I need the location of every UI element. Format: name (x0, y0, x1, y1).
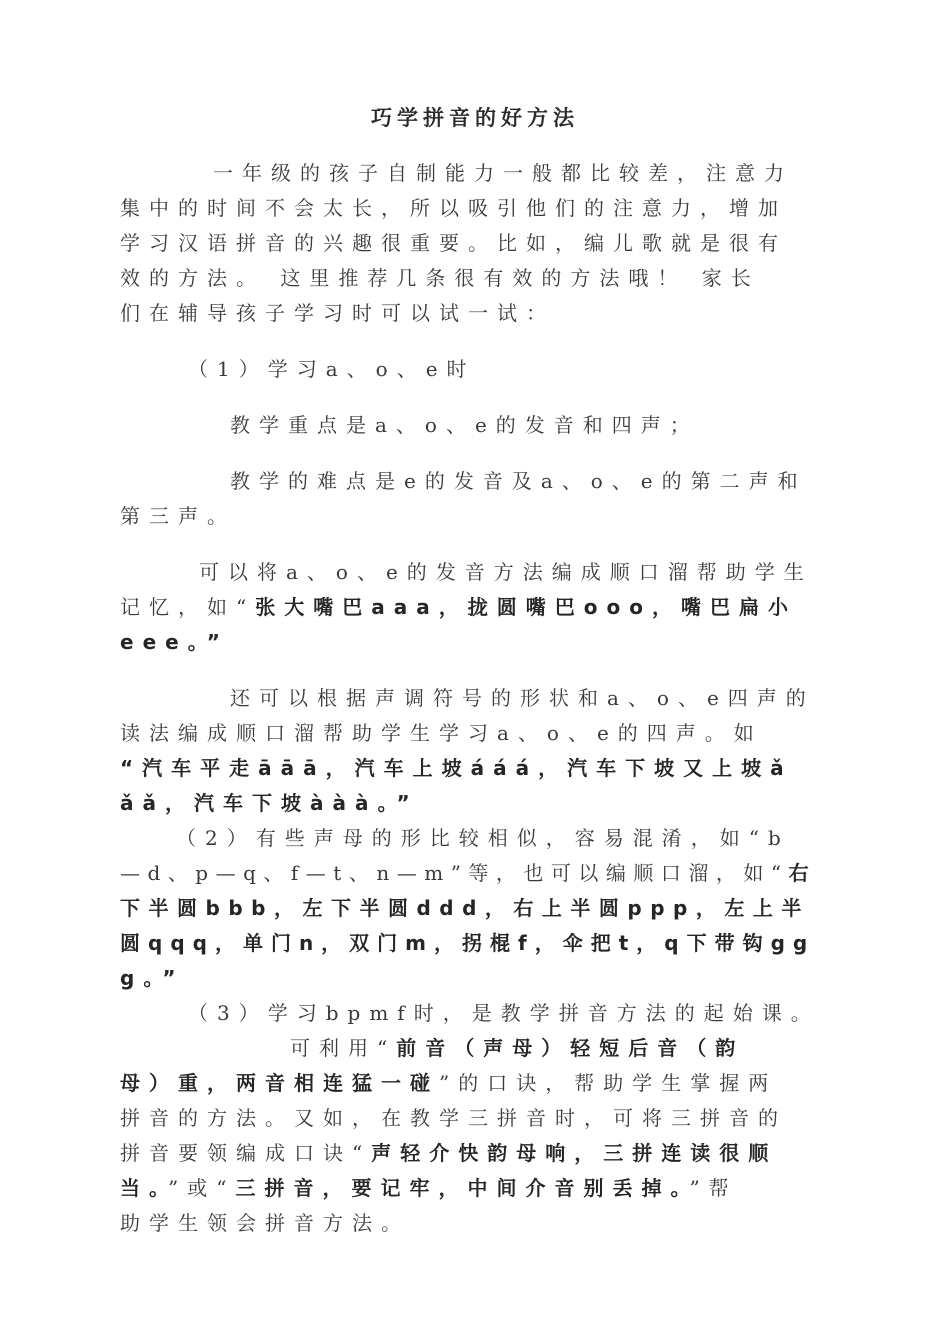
rhyme-text: 右 (788, 861, 817, 885)
section-heading-1: （1）学习a、o、e时 (188, 357, 476, 381)
paragraph-line (120, 789, 419, 817)
rhyme-text: 前音（声母）轻短后音（韵 (396, 1036, 745, 1060)
section-heading-2: （2）有些声母的形比较相似，容易混淆，如“b (176, 826, 790, 850)
rhyme-text: ǎǎ，汽车下坡ààà。” (120, 791, 419, 815)
rhyme-text: 当。 (120, 1176, 168, 1200)
paragraph-line: 可以将a、o、e的发音方法编成顺口溜帮助学生 (199, 560, 813, 584)
paragraph-line: 拼音的方法。又如，在教学三拼音时，可将三拼音的 (120, 1106, 787, 1130)
rhyme-text: eee。” (120, 630, 229, 654)
paragraph-line: 第三声。 (120, 504, 236, 528)
rhyme-text: 下半圆bbb，左下半圆ddd，右上半圆ppp，左上半 (120, 896, 810, 920)
paragraph-line: 母）重，两音相连猛一碰”的口诀，帮助学生掌握两 (120, 1071, 778, 1095)
paragraph-line (120, 929, 821, 957)
rhyme-text: “汽车平走āāā，汽车上坡ááá，汽车下坡又上坡ǎ (120, 756, 793, 780)
paragraph-line: 读法编成顺口溜帮助学生学习a、o、e的四声。如 (120, 721, 763, 745)
rhyme-text: 三拼音，要记牢，中间介音别丢掉。 (235, 1176, 690, 1200)
paragraph-line: 助学生领会拼音方法。 (120, 1211, 410, 1235)
paragraph-line (120, 754, 821, 782)
paragraph-line: 记忆，如“张大嘴巴aaa，拢圆嘴巴ooo，嘴巴扁小 (120, 595, 797, 619)
rhyme-text: 张大嘴巴aaa，拢圆嘴巴ooo，嘴巴扁小 (255, 595, 797, 619)
paragraph-line: 效的方法。 这里推荐几条很有效的方法哦！ 家长 (120, 266, 760, 290)
paragraph-line: 教学的难点是e的发音及a、o、e的第二声和 (230, 469, 807, 493)
paragraph-line (120, 628, 229, 656)
rhyme-text: 母）重，两音相连猛一碰 (120, 1071, 439, 1095)
paragraph-line: 可利用“前音（声母）轻短后音（韵 (290, 1036, 745, 1060)
paragraph-line: —d、p—q、f—t、n—m”等，也可以编顺口溜，如“右 (120, 861, 817, 885)
paragraph-line: 拼音要领编成口诀“声轻介快韵母响，三拼连读很顺 (120, 1141, 778, 1165)
rhyme-text: 圆qqq，单门n，双门m，拐棍f，伞把t，q下带钩gg (120, 931, 816, 955)
paragraph-line: 们在辅导孩子学习时可以试一试： (120, 301, 555, 325)
rhyme-text: g。” (120, 966, 185, 990)
paragraph-line: 集中的时间不会太长，所以吸引他们的注意力，增加 (120, 196, 787, 220)
paragraph-line: 当。”或“三拼音，要记牢，中间介音别丢掉。”帮 (120, 1176, 738, 1200)
paragraph-line: 教学重点是a、o、e的发音和四声； (230, 413, 699, 437)
paragraph-line (120, 894, 821, 922)
rhyme-text: 声轻介快韵母响，三拼连读很顺 (371, 1141, 778, 1165)
paragraph-line (120, 964, 184, 992)
paragraph-line: 学习汉语拼音的兴趣很重要。比如，编儿歌就是很有 (120, 231, 787, 255)
document-title: 巧学拼音的好方法 (371, 106, 579, 130)
paragraph-line: 一年级的孩子自制能力一般都比较差，注意力 (213, 161, 793, 185)
section-heading-3: （3）学习bpmf时，是教学拼音方法的起始课。 (188, 1001, 820, 1025)
paragraph-line: 还可以根据声调符号的形状和a、o、e四声的 (230, 686, 815, 710)
